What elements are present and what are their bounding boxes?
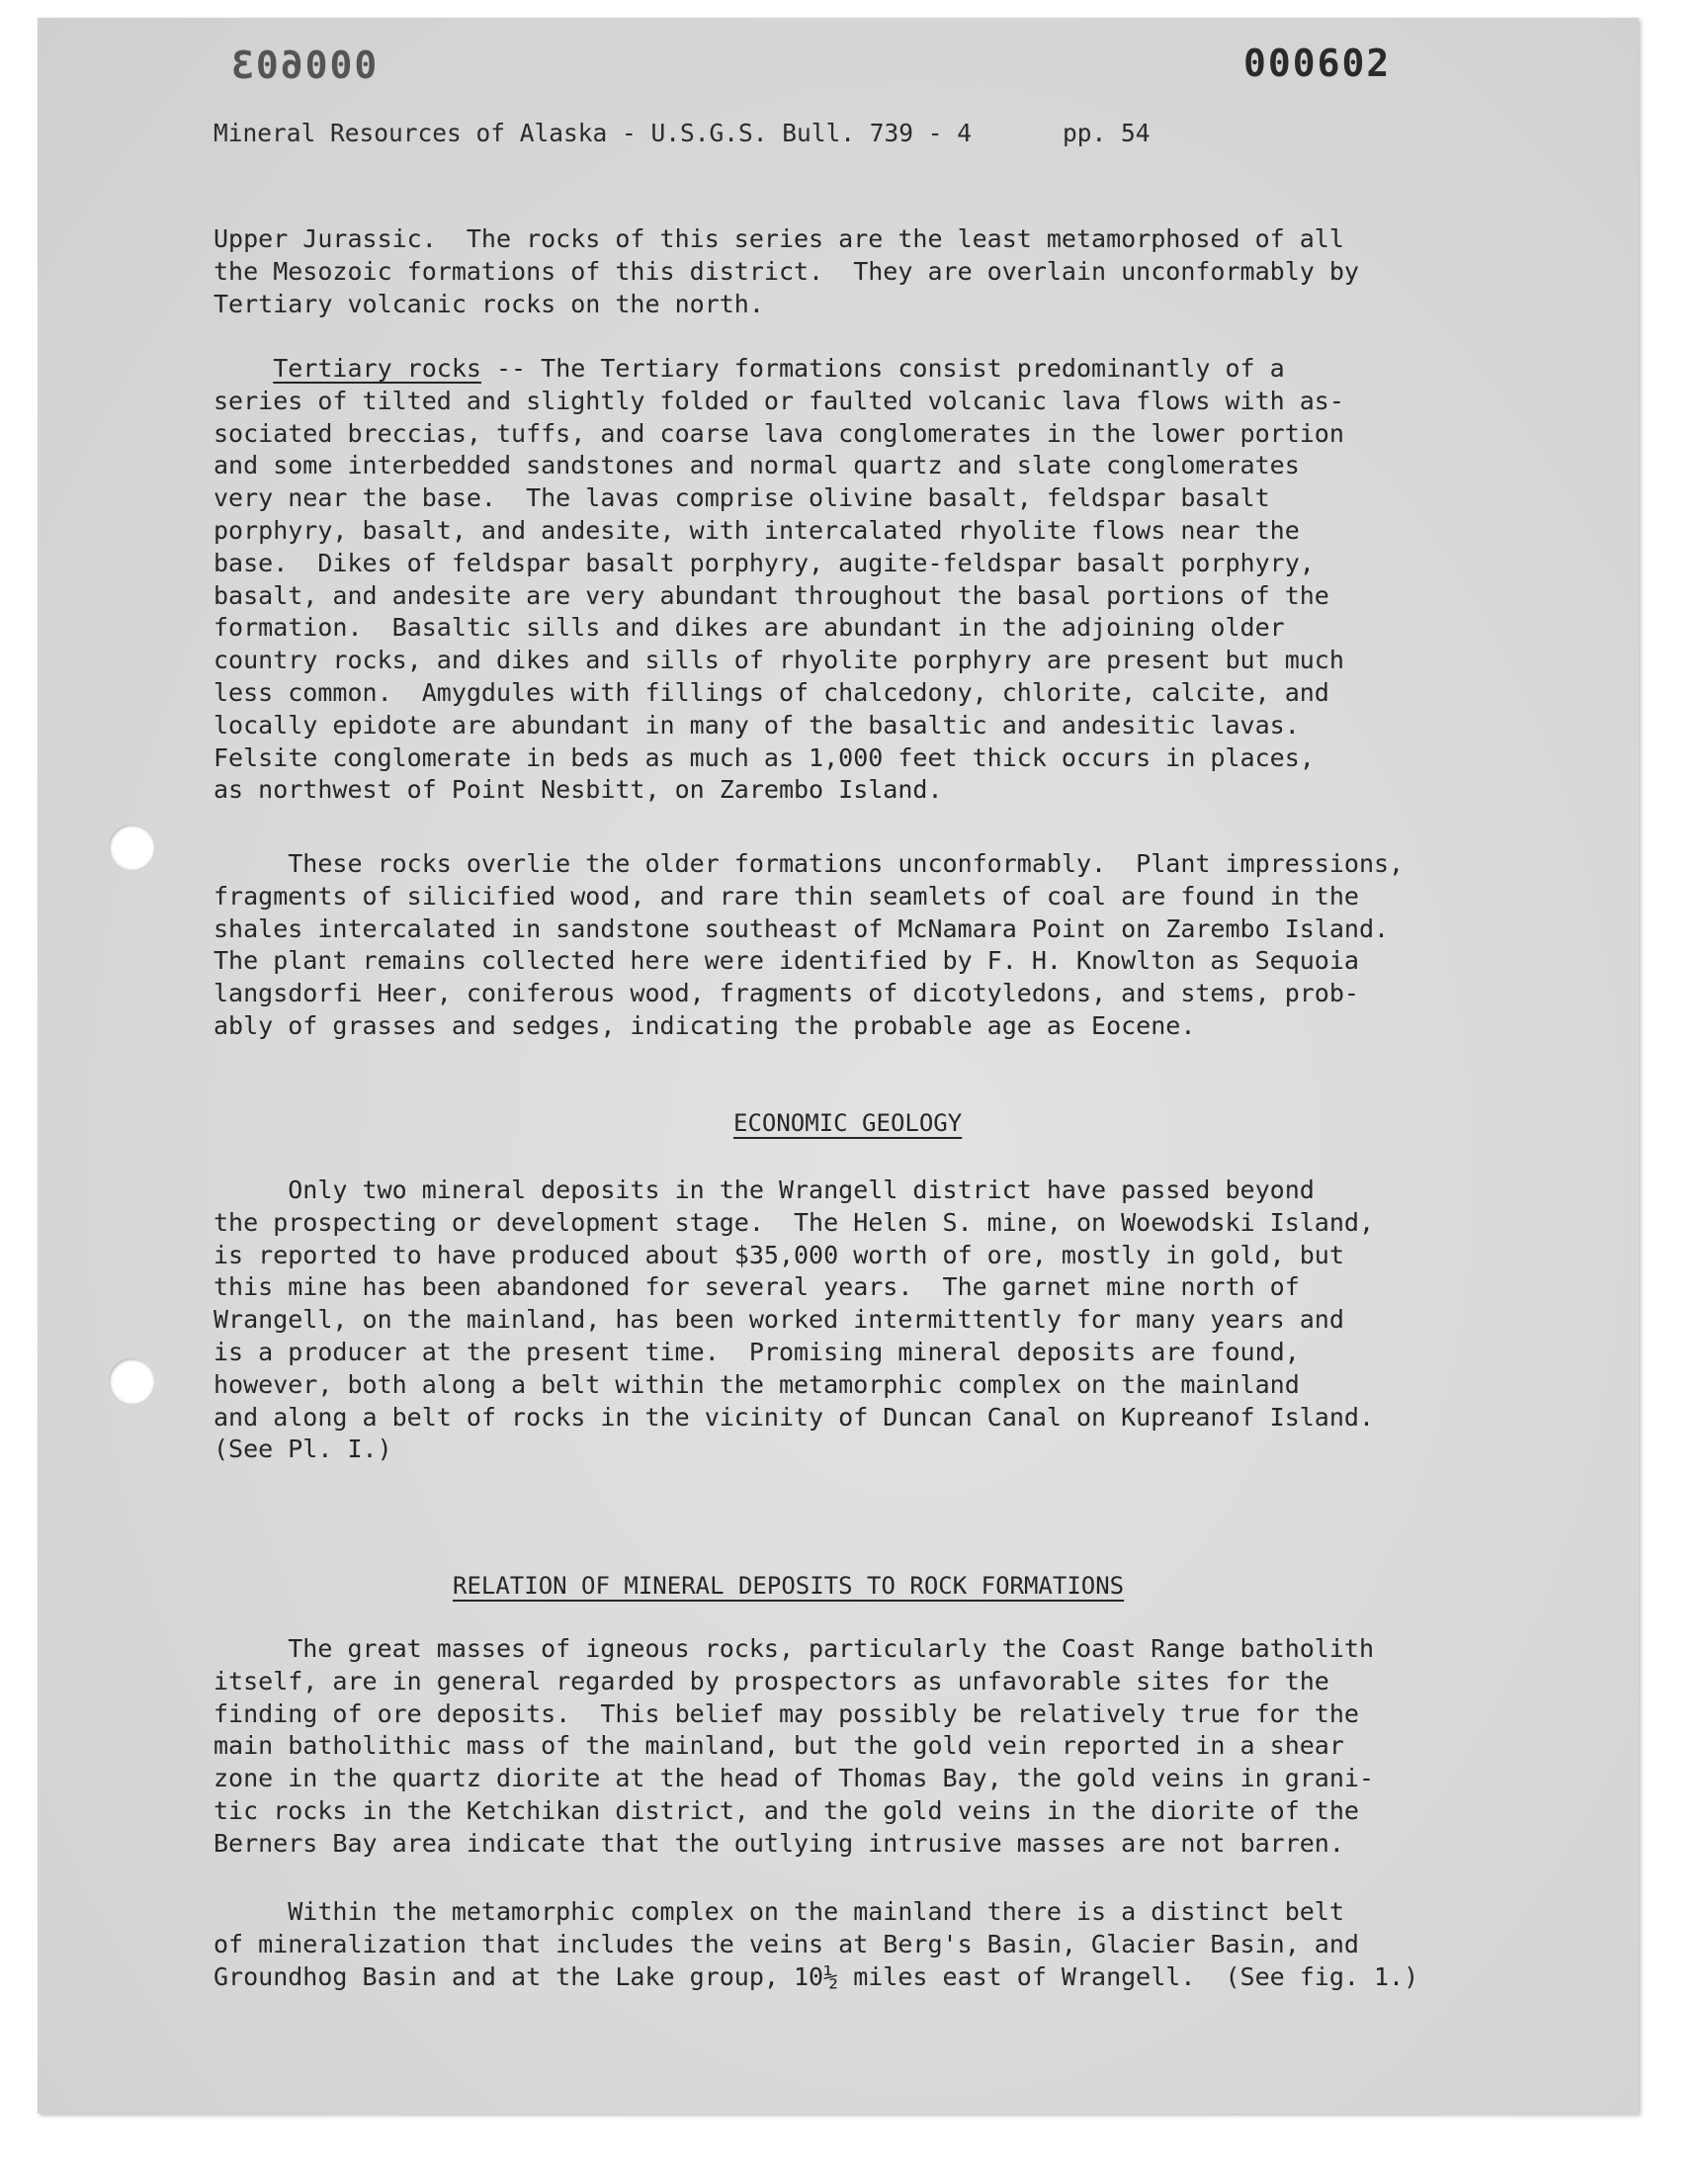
punch-hole-top [109,825,154,870]
paragraph-upper-jurassic [214,223,1359,320]
paragraph-plant-impressions [214,848,1404,1043]
paragraph-text: series of tilted and slightly folded or faulted volcanic lava flows with as- sociated breccias, tuffs, and coarse lava conglomerates in the lower portion and some interbedded sandstones and normal quartz and slate conglomerates very near the base. The lavas comprise olivine basalt, feldspar basalt porphyry, basalt, and andesite, with intercalated rhyolite flows near the base. Dikes of feldspar basalt porphyry, augite-feldspar basalt porphyry, basalt, and andesite are very abundant throughout the basal portions of the formation. Basaltic sills and dikes are abundant in the adjoining older country rocks, and dikes and sills of rhyolite porphyry are present but much less common. Amygdules with fillings of chalcedony, chlorite, calcite, and locally epidote are abundant in many of the basaltic and andesitic lavas. Felsite conglomerate in beds as much as 1,000 feet thick occurs in places, as northwest of Point Nesbitt, on Zarembo Island. [214,386,1344,805]
punch-hole-bottom [109,1358,154,1404]
paragraph-tertiary-rocks [214,353,1344,807]
page-number: pp. 54 [1063,119,1151,147]
page-header [214,119,1151,147]
paragraph-metamorphic-complex [214,1896,1418,1993]
section-lead-term: Tertiary rocks [273,354,481,383]
paragraph-first-line [214,353,1344,386]
paragraph-text: Within the metamorphic complex on the mainland there is a distinct belt of mineralization that includes the veins at Berg's Basin, Glacier Basin, and Groundhog Basin and at the Lake group, 10½ miles east of Wrangell. (See fig. 1.) [214,1897,1419,1991]
paragraph-first-line-rest: -- The Tertiary formations consist predominantly of a [480,354,1285,383]
paragraph-text: These rocks overlie the older formations unconformably. Plant impressions, fragments of silicified wood, and rare thin seamlets of coal are found in the shales intercalated in sandstone southeast of McNamara Point on Zarembo Island. The plant remains collected here were identified by F. H. Knowlton as Sequoia langsdorfi Heer, coniferous wood, fragments of dicotyledons, and stems, prob- ably of grasses and sedges, indicating the probable age as Eocene. [214,849,1405,1040]
paragraph-igneous-rocks [214,1633,1374,1861]
paragraph-text: Only two mineral deposits in the Wrangell district have passed beyond the prospecting or development stage. The Helen S. mine, on Woewodski Island, is reported to have produced about $35,000 worth of ore, mostly in gold, but this mine has been abandoned for several years. The garnet mine north of Wrangell, on the mainland, has been worked intermittently for many years and is a producer at the present time. Promising mineral deposits are found, however, both along a belt within the metamorphic complex on the mainland and along a belt of rocks in the vicinity of Duncan Canal on Kupreanof Island. (See Pl. I.) [214,1175,1374,1464]
heading-economic-geology: ECONOMIC GEOLOGY [733,1109,963,1137]
heading-relation-mineral-deposits: RELATION OF MINERAL DEPOSITS TO ROCK FORMATIONS [453,1572,1125,1600]
paragraph-mineral-deposits [214,1174,1374,1466]
page-stamp: 000602 [1243,42,1392,85]
page-stamp-mirrored: 000603 [229,44,378,87]
citation: Mineral Resources of Alaska - U.S.G.S. Bull. 739 - 4 [214,119,973,147]
paragraph-text: The great masses of igneous rocks, particularly the Coast Range batholith itself, are in general regarded by prospectors as unfavorable sites for the finding of ore deposits. This belief may possibly be relatively true for the main batholithic mass of the mainland, but the gold vein reported in a shear zone in the quartz diorite at the head of Thomas Bay, the gold veins in grani- tic rocks in the Ketchikan district, and the gold veins in the diorite of the Berners Bay area indicate that the outlying intrusive masses are not barren. [214,1634,1374,1858]
paragraph-text: Upper Jurassic. The rocks of this series are the least metamorphosed of all the Mesozoic formations of this district. They are overlain unconformably by Tertiary volcanic rocks on the north. [214,224,1359,318]
